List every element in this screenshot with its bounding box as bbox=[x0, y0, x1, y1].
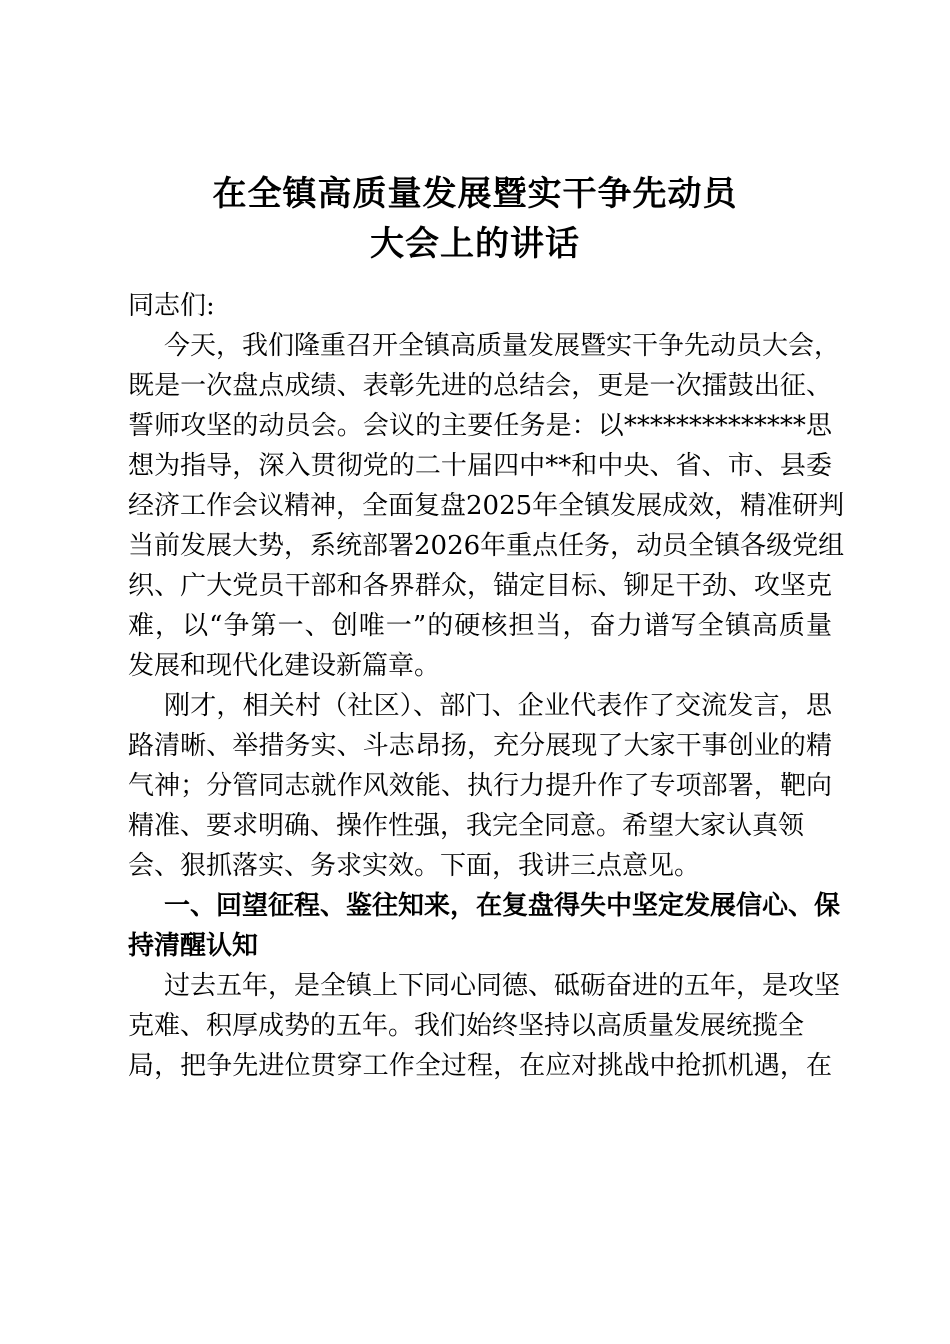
paragraph-2-line: 气神；分管同志就作风效能、执行力提升作了专项部署，靶向 bbox=[128, 771, 832, 801]
document-title-line-2: 大会上的讲话 bbox=[370, 224, 580, 264]
paragraph-1-line: 当前发展大势，系统部署2026年重点任务，动员全镇各级党组 bbox=[128, 531, 845, 561]
paragraph-2-line: 会、狠抓落实、务求实效。下面，我讲三点意见。 bbox=[128, 851, 701, 881]
paragraph-1 bbox=[128, 326, 845, 686]
section-heading-1-line: 一、回望征程、鉴往知来，在复盘得失中坚定发展信心、保 bbox=[164, 891, 841, 921]
section-heading-1 bbox=[128, 886, 841, 966]
paragraph-1-line: 织、广大党员干部和各界群众，锚定目标、铆足干劲、攻坚克 bbox=[128, 571, 832, 601]
paragraph-3 bbox=[128, 966, 841, 1086]
paragraph-3-line: 局，把争先进位贯穿工作全过程，在应对挑战中抢抓机遇，在 bbox=[128, 1051, 832, 1081]
paragraph-1-line: 难，以“争第一、创唯一”的硬核担当，奋力谱写全镇高质量 bbox=[128, 611, 832, 641]
paragraph-1-line: 发展和现代化建设新篇章。 bbox=[128, 651, 441, 681]
paragraph-3-line: 克难、积厚成势的五年。我们始终坚持以高质量发展统揽全 bbox=[128, 1011, 805, 1041]
salutation: 同志们: bbox=[128, 291, 215, 321]
section-heading-1-line: 持清醒认知 bbox=[128, 931, 259, 961]
paragraph-2-line: 路清晰、举措务实、斗志昂扬，充分展现了大家干事创业的精 bbox=[128, 731, 832, 761]
paragraph-3-line: 过去五年，是全镇上下同心同德、砥砺奋进的五年，是攻坚 bbox=[164, 971, 841, 1001]
document-body bbox=[128, 286, 845, 1086]
document-title-line-1: 在全镇高质量发展暨实干争先动员 bbox=[212, 174, 738, 214]
paragraph-2 bbox=[128, 686, 832, 886]
paragraph-1-line: 想为指导，深入贯彻党的二十届四中**和中央、省、市、县委 bbox=[128, 451, 832, 481]
paragraph-1-line: 既是一次盘点成绩、表彰先进的总结会，更是一次擂鼓出征、 bbox=[128, 371, 832, 401]
paragraph-2-line: 精准、要求明确、操作性强，我完全同意。希望大家认真领 bbox=[128, 811, 805, 841]
paragraph-1-line: 今天，我们隆重召开全镇高质量发展暨实干争先动员大会， bbox=[164, 331, 841, 361]
paragraph-2-line: 刚才，相关村（社区）、部门、企业代表作了交流发言，思 bbox=[164, 691, 832, 721]
paragraph-1-line: 誓师攻坚的动员会。会议的主要任务是：以**************思 bbox=[128, 411, 832, 441]
paragraph-1-line: 经济工作会议精神，全面复盘2025年全镇发展成效，精准研判 bbox=[128, 491, 845, 521]
